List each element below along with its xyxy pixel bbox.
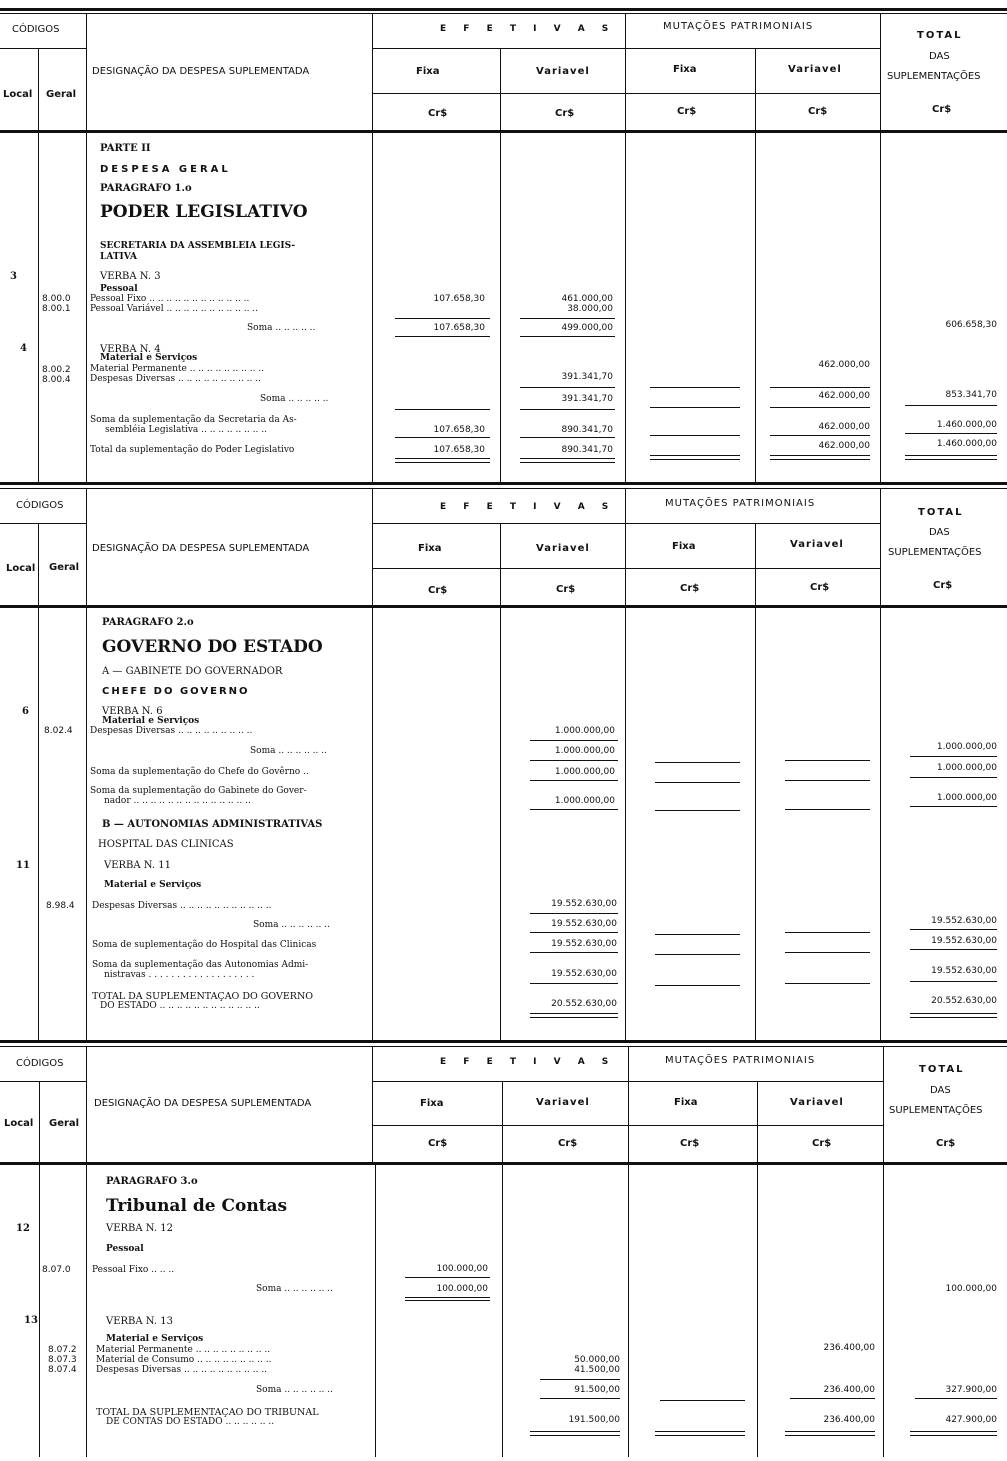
row-label: Material de Consumo .. .. .. .. .. .. .. .. ..	[96, 1355, 272, 1365]
cell-variavel: 38.000,00	[567, 304, 613, 314]
verba-local: 6	[22, 706, 29, 717]
row-code: 8.07.4	[48, 1365, 77, 1375]
despesa-geral: DESPESA GERAL	[100, 164, 231, 175]
total-label-cont: DO ESTADO .. .. .. .. .. .. .. .. .. .. .. ..	[100, 1001, 260, 1011]
soma-label: Soma .. .. .. .. ..	[260, 394, 329, 404]
group-label: Material e Serviços	[106, 1334, 204, 1344]
cell-total: 19.552.630,00	[931, 916, 997, 926]
subsection-label: HOSPITAL DAS CLINICAS	[98, 839, 234, 850]
cell-variavel: 41.500,00	[574, 1365, 620, 1375]
cell-variavel: 890.341,70	[561, 425, 613, 435]
verba-label: VERBA N. 11	[104, 860, 171, 871]
subtotal-label: Soma de suplementação do Hospital das Clinicas	[92, 940, 317, 950]
subtotal-label-cont: nador .. .. .. .. .. .. .. .. .. .. .. .. .. ..	[104, 796, 251, 806]
soma-label: Soma .. .. .. .. .. ..	[250, 746, 327, 756]
cell-total: 327.900,00	[945, 1385, 997, 1395]
cell-mfixa: 462.000,00	[818, 441, 870, 451]
header-designacao: DESIGNAÇÃO DA DESPESA SUPLEMENTADA	[92, 66, 310, 77]
cell-fixa: 100.000,00	[436, 1284, 488, 1294]
cell-variavel: 19.552.630,00	[551, 969, 617, 979]
currency-label: Cr$	[555, 108, 575, 119]
currency-label: Cr$	[936, 1138, 956, 1149]
row-code: 8.07.3	[48, 1355, 77, 1365]
header-fixa: Fixa	[416, 66, 440, 77]
cell-total: 19.552.630,00	[931, 966, 997, 976]
subsection-label: B — AUTONOMIAS ADMINISTRATIVAS	[102, 819, 323, 830]
subtotal-label: Soma da suplementação do Gabinete do Gover-	[90, 786, 307, 796]
paragrafo-label: PARAGRAFO 3.o	[106, 1176, 198, 1187]
currency-label: Cr$	[428, 108, 448, 119]
soma-label: Soma .. .. .. .. .. ..	[253, 920, 330, 930]
cell-fixa: 107.658,30	[433, 445, 485, 455]
cell-total: 19.552.630,00	[931, 936, 997, 946]
row-label: Despesas Diversas .. .. .. .. .. .. .. .. .. .. ..	[92, 901, 272, 911]
header-efetivas: E F E T I V A S	[440, 502, 616, 512]
header-efetivas: E F E T I V A S	[440, 1057, 616, 1067]
cell-variavel: 19.552.630,00	[551, 899, 617, 909]
row-label: Pessoal Fixo .. .. .. .. .. .. .. .. .. .. .. ..	[90, 294, 250, 304]
cell-variavel: 499.000,00	[561, 323, 613, 333]
verba-label: VERBA N. 3	[100, 271, 161, 282]
header-total: TOTAL	[917, 30, 963, 41]
paragrafo-label: PARAGRAFO 1.o	[100, 183, 192, 194]
header-suplementacoes: SUPLEMENTAÇÕES	[887, 71, 981, 82]
header-geral: Geral	[49, 562, 80, 573]
header-mutacoes: MUTAÇÕES PATRIMONIAIS	[665, 1055, 816, 1066]
cell-variavel: 19.552.630,00	[551, 939, 617, 949]
header-mutacoes: MUTAÇÕES PATRIMONIAIS	[663, 21, 814, 32]
verba-local: 11	[16, 860, 30, 871]
group-label: Material e Serviços	[104, 880, 202, 890]
cell-total: 20.552.630,00	[931, 996, 997, 1006]
header-das: DAS	[929, 51, 950, 62]
currency-label: Cr$	[428, 585, 448, 596]
header-efetivas: E F E T I V A S	[440, 24, 616, 34]
section-title: Tribunal de Contas	[106, 1196, 288, 1216]
verba-label: VERBA N. 13	[106, 1316, 173, 1327]
header-mfixa: Fixa	[673, 64, 697, 75]
header-variavel: Variavel	[536, 66, 590, 77]
verba-label: VERBA N. 12	[106, 1223, 173, 1234]
currency-label: Cr$	[810, 582, 830, 593]
cell-mvariavel: 236.400,00	[823, 1415, 875, 1425]
header-total: TOTAL	[918, 507, 964, 518]
row-label: Pessoal Variável .. .. .. .. .. .. .. .. .. .. ..	[90, 304, 259, 314]
subsection-label: CHEFE DO GOVERNO	[102, 686, 250, 697]
header-das: DAS	[929, 527, 950, 538]
verba-local: 12	[16, 1223, 30, 1234]
currency-label: Cr$	[808, 106, 828, 117]
paragrafo-label: PARAGRAFO 2.o	[102, 617, 194, 628]
total-label: Total da suplementação do Poder Legislativo	[90, 445, 295, 455]
cell-total: 853.341,70	[945, 390, 997, 400]
row-code: 8.98.4	[46, 901, 75, 911]
header-mfixa: Fixa	[672, 541, 696, 552]
header-mvariavel: Variavel	[790, 539, 844, 550]
cell-total: 1.000.000,00	[936, 742, 997, 752]
group-label: Pessoal	[106, 1244, 144, 1254]
row-code: 8.00.0	[42, 294, 71, 304]
cell-total: 1.000.000,00	[936, 763, 997, 773]
total-label: TOTAL DA SUPLEMENTAÇAO DO TRIBUNAL	[96, 1407, 319, 1418]
currency-label: Cr$	[677, 106, 697, 117]
row-code: 8.00.2	[42, 365, 71, 375]
header-designacao: DESIGNAÇÃO DA DESPESA SUPLEMENTADA	[94, 1098, 312, 1109]
header-mvariavel: Variavel	[788, 64, 842, 75]
currency-label: Cr$	[933, 580, 953, 591]
cell-variavel: 19.552.630,00	[551, 919, 617, 929]
currency-label: Cr$	[932, 104, 952, 115]
header-codigos: CÓDIGOS	[16, 500, 64, 511]
row-code: 8.07.0	[42, 1265, 71, 1275]
cell-mfixa: 462.000,00	[818, 422, 870, 432]
row-code: 8.02.4	[44, 726, 73, 736]
header-das: DAS	[930, 1085, 951, 1096]
row-label: Material Permanente .. .. .. .. .. .. .. .. ..	[96, 1345, 271, 1355]
cell-total: 100.000,00	[945, 1284, 997, 1294]
cell-variavel: 1.000.000,00	[554, 796, 615, 806]
cell-variavel: 461.000,00	[561, 294, 613, 304]
header-suplementacoes: SUPLEMENTAÇÕES	[889, 1105, 983, 1116]
cell-variavel: 1.000.000,00	[554, 726, 615, 736]
subtotal-label-cont: nistravas . . . . . . . . . . . . . . . . . . .	[104, 970, 255, 980]
cell-mvariavel: 236.400,00	[823, 1343, 875, 1353]
header-local: Local	[6, 563, 36, 574]
header-fixa: Fixa	[420, 1098, 444, 1109]
row-code: 8.00.1	[42, 304, 71, 314]
section-title: GOVERNO DO ESTADO	[102, 637, 323, 657]
group-label: Material e Serviços	[100, 353, 198, 363]
subsection-label: A — GABINETE DO GOVERNADOR	[102, 666, 283, 677]
subtotal-label: Soma da suplementação do Chefe do Govêrno ..	[90, 767, 309, 777]
group-label: Material e Serviços	[102, 716, 200, 726]
verba-local: 4	[20, 343, 27, 354]
total-label: TOTAL DA SUPLEMENTAÇAO DO GOVERNO	[92, 991, 314, 1002]
currency-label: Cr$	[680, 583, 700, 594]
cell-variavel: 20.552.630,00	[551, 999, 617, 1009]
subtotal-label-cont: sembléia Legislativa .. .. .. .. .. .. .. ..	[105, 425, 267, 435]
cell-variavel: 391.341,70	[561, 394, 613, 404]
cell-fixa: 107.658,30	[433, 323, 485, 333]
header-local: Local	[3, 89, 33, 100]
row-code: 8.00.4	[42, 375, 71, 385]
cell-variavel: 50.000,00	[574, 1355, 620, 1365]
group-label: Pessoal	[100, 284, 138, 294]
cell-total: 1.000.000,00	[936, 793, 997, 803]
header-suplementacoes: SUPLEMENTAÇÕES	[888, 547, 982, 558]
header-mvariavel: Variavel	[790, 1097, 844, 1108]
soma-label: Soma .. .. .. .. ..	[247, 323, 316, 333]
subtotal-label: Soma da suplementação da Secretaria da As-	[90, 415, 297, 425]
cell-variavel: 1.000.000,00	[554, 746, 615, 756]
verba-label: VERBA N. 6	[102, 706, 163, 717]
header-geral: Geral	[49, 1118, 80, 1129]
cell-mfixa: 462.000,00	[818, 360, 870, 370]
header-variavel: Variavel	[536, 543, 590, 554]
header-designacao: DESIGNAÇÃO DA DESPESA SUPLEMENTADA	[92, 543, 310, 554]
cell-variavel: 391.341,70	[561, 372, 613, 382]
header-variavel: Variavel	[536, 1097, 590, 1108]
row-code: 8.07.2	[48, 1345, 77, 1355]
verba-local: 3	[10, 271, 17, 282]
cell-mvariavel: 236.400,00	[823, 1385, 875, 1395]
soma-label: Soma .. .. .. .. .. ..	[256, 1284, 333, 1294]
verba-local: 13	[24, 1315, 38, 1326]
currency-label: Cr$	[812, 1138, 832, 1149]
row-label: Material Permanente .. .. .. .. .. .. .. .. ..	[90, 364, 265, 374]
cell-variavel: 890.341,70	[561, 445, 613, 455]
currency-label: Cr$	[558, 1138, 578, 1149]
header-fixa: Fixa	[418, 543, 442, 554]
header-mfixa: Fixa	[674, 1097, 698, 1108]
cell-total: 1.460.000,00	[936, 439, 997, 449]
cell-total: 1.460.000,00	[936, 420, 997, 430]
row-label: Pessoal Fixo .. .. ..	[92, 1265, 175, 1275]
verba-label: VERBA N. 4	[100, 344, 161, 355]
header-total: TOTAL	[919, 1064, 965, 1075]
cell-variavel: 191.500,00	[568, 1415, 620, 1425]
cell-fixa: 107.658,30	[433, 294, 485, 304]
header-geral: Geral	[46, 89, 77, 100]
header-codigos: CÓDIGOS	[16, 1058, 64, 1069]
cell-fixa: 107.658,30	[433, 425, 485, 435]
row-label: Despesas Diversas .. .. .. .. .. .. .. .. .. ..	[96, 1365, 267, 1375]
row-label: Despesas Diversas .. .. .. .. .. .. .. .. .. ..	[90, 374, 261, 384]
row-label: Despesas Diversas .. .. .. .. .. .. .. .. ..	[90, 726, 253, 736]
currency-label: Cr$	[680, 1138, 700, 1149]
total-label-cont: DE CONTAS DO ESTADO .. .. .. .. .. ..	[106, 1417, 275, 1427]
cell-total: 427.900,00	[945, 1415, 997, 1425]
currency-label: Cr$	[428, 1138, 448, 1149]
subtotal-label: Soma da suplementação das Autonomias Admi-	[92, 960, 309, 970]
cell-total: 606.658,30	[945, 320, 997, 330]
cell-variavel: 91.500,00	[574, 1385, 620, 1395]
cell-mfixa: 462.000,00	[818, 391, 870, 401]
parte-label: PARTE II	[100, 143, 151, 154]
secretaria-label-cont: LATIVA	[100, 252, 137, 262]
cell-fixa: 100.000,00	[436, 1264, 488, 1274]
header-local: Local	[4, 1118, 34, 1129]
currency-label: Cr$	[556, 584, 576, 595]
soma-label: Soma .. .. .. .. .. ..	[256, 1385, 333, 1395]
cell-variavel: 1.000.000,00	[554, 767, 615, 777]
header-codigos: CÓDIGOS	[12, 24, 60, 35]
header-mutacoes: MUTAÇÕES PATRIMONIAIS	[665, 498, 816, 509]
section-title: PODER LEGISLATIVO	[100, 202, 308, 222]
secretaria-label: SECRETARIA DA ASSEMBLEIA LEGIS-	[100, 241, 296, 251]
